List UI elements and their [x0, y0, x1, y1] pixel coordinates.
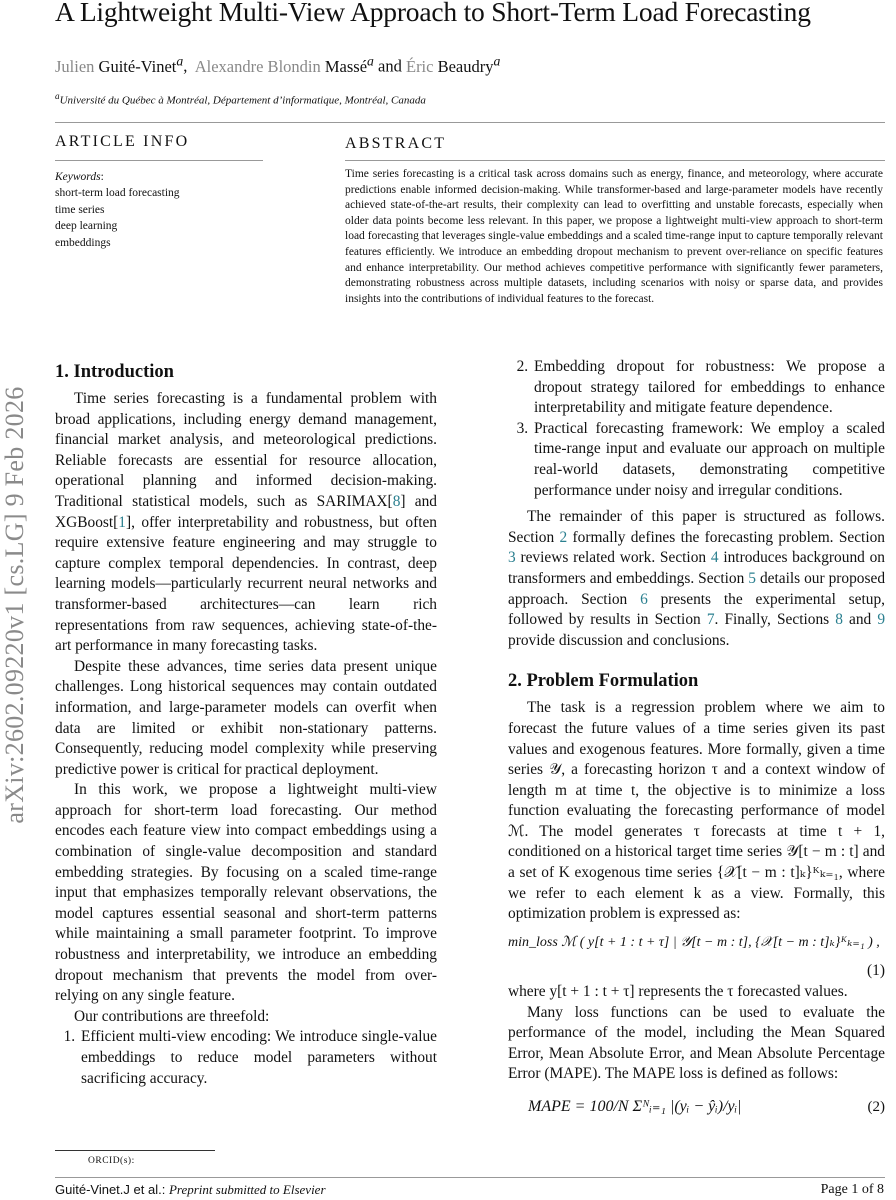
outline-paragraph: The remainder of this paper is structured as follows. Section 2 formally defines the forecasting problem. Section 3 reviews related work. Section 4 introduces background on transformers and embeddings. Section 5 details our proposed approach. Section 6 presents the experimental setup, followed by results in Section 7. Finally, Sections 8 and 9 provide discussion and conclusions. [508, 508, 886, 649]
cross-reference-link[interactable]: 2 [559, 528, 568, 546]
paragraph: In this work, we propose a lightweight multi-view approach for short-term load forecasting. Our method encodes each feature view into compact embeddings using a combination of single-value decomposition and standard embedding strategies. By focusing on a scaled time-range input that emphasizes temporally relevant observations, the model captures essential seasonal and short-term patterns while maintaining a small parameter footprint. To improve robustness and interpretability, we introduce an embedding dropout mechanism that prevents the model from over-relying on any single feature. [55, 781, 437, 1005]
paragraph: Time series forecasting is a fundamental problem with broad applications, including energy demand management, financial market analysis, and meteorological predictions. Reliable forecasts are essential for resource allocation, operational planning and informed decision-making. Traditional statistical models, such as SARIMAX[8] and XGBoost[1], offer interpretability and robustness, but often require extensive feature engineering and may struggle to capture complex temporal dependencies. In contrast, deep learning models—particularly recurrent neural networks and transformer-based architectures—can learn rich representations from raw sequences, achieving state-of-the-art performance in many forecasting tasks. [55, 390, 437, 655]
author-and: and [378, 56, 402, 76]
article-info-divider [55, 160, 263, 161]
keyword: deep learning [55, 220, 118, 233]
contribution-item: 2. Embedding dropout for robustness: We propose a dropout strategy tailored for embeddings to enhance interpretability and mitigate feature dependence. [532, 357, 885, 419]
cross-reference-link[interactable]: 9 [877, 611, 886, 629]
cross-reference-link[interactable]: 7 [706, 611, 715, 629]
equation-number: (1) [867, 962, 885, 980]
contributions-list-continued [508, 357, 885, 501]
cross-reference-link[interactable]: 6 [640, 590, 648, 608]
section-heading-introduction: 1. Introduction [55, 362, 174, 382]
intro-paragraphs [55, 389, 437, 1027]
paragraph: The task is a regression problem where we aim to forecast the future values of a time series given its past values and exogenous features. More formally, given a time series 𝒴, a forecasting horizon τ and a context window of length m at time t, the objective is to minimize a loss function evaluating the forecasting performance of model ℳ. The model generates τ forecasts at time t + 1, conditioned on a historical target time series 𝒴[t − m : t] and a set of K exogenous time series {𝒳[t − m : t]ₖ}ᴷₖ₌₁, where we refer to each element k as a view. Formally, this optimization problem is expressed as: [508, 699, 885, 923]
footnote-divider [55, 1150, 215, 1151]
author-list: Julien Guité-Vinet$^a$, Alexandre Blondin Massé$^a$ and Éric Beaudry$^a$ [55, 53, 501, 76]
contribution-item: 1. Efficient multi-view encoding: We introduce single-value embeddings to reduce model parameters without sacrificing accuracy. [79, 1027, 437, 1089]
author: Alexandre Blondin Massé$^a$ [194, 53, 374, 76]
paragraph: Despite these advances, time series data present unique challenges. Long historical sequences may contain outdated information, and large-parameter models can overfit when data are limited or exhibit non-stationary patterns. Consequently, reducing model complexity while preserving predictive power is critical for practical deployment. [55, 657, 437, 778]
contributions-list [55, 1027, 437, 1089]
running-footer: Guité-Vinet.J et al.: Preprint submitted to Elsevier [55, 1182, 326, 1197]
abstract-text: Time series forecasting is a critical task across domains such as energy, finance, and meteorology, where accurate predictions enable informed decision-making. While transformer-based and large-parameter models have recently achieved state-of-the-art results, their complexity can lead to overfitting and unstable forecasts, especially when older data points become less relevant. In this paper, we propose a lightweight multi-view approach to short-term load forecasting that leverages single-value embeddings and a scaled time-range input to capture temporally relevant features efficiently. We introduce an embedding dropout mechanism to prevent over-reliance on specific features and enhance interpretability. Our method achieves competitive performance with significantly fewer parameters, demonstrating robustness across multiple datasets, including scenarios with noisy or sparse data, and provides insights into the contributions of individual features to the forecast. [345, 168, 883, 305]
keyword: time series [55, 203, 105, 216]
paragraph: where y[t + 1 : t + τ] represents the τ forecasted values. [508, 983, 848, 1001]
equation-1: min_loss ℳ ( y[t + 1 : t + τ] | 𝒴[t − m : t], {𝒳[t − m : t]ₖ}ᴷₖ₌₁ ) , [508, 934, 880, 950]
orcid-footnote: ORCID(s): [88, 1156, 135, 1166]
abstract-divider [345, 160, 885, 161]
header-divider [55, 122, 885, 123]
article-info-heading: ARTICLE INFO [55, 133, 190, 150]
footnote-area [55, 1142, 437, 1168]
cross-reference-link[interactable]: 3 [508, 549, 516, 567]
author: Éric Beaudry$^a$ [405, 53, 501, 76]
paragraph: Many loss functions can be used to evaluate the performance of the model, including the Mean Squared Error, Mean Absolute Error, and Mean Absolute Percentage Error (MAPE). The MAPE loss is defined as follows: [508, 1003, 885, 1083]
left-column [55, 360, 437, 1168]
keyword: embeddings [55, 236, 111, 249]
paragraph: Our contributions are threefold: [74, 1007, 270, 1025]
cross-reference-link[interactable]: 8 [835, 611, 843, 629]
paper-title: A Lightweight Multi-View Approach to Short-Term Load Forecasting [55, 0, 811, 27]
footer-divider [55, 1177, 885, 1178]
right-column [508, 357, 885, 1169]
affiliation: $^a$Université du Québec à Montréal, Département d’informatique, Montréal, Canada [55, 91, 426, 107]
keywords: Keywords: short-term load forecasting time series deep learning embeddings [55, 169, 180, 251]
keyword: short-term load forecasting [55, 187, 180, 200]
section-heading-problem-formulation: 2. Problem Formulation [508, 671, 699, 692]
contribution-item: 3. Practical forecasting framework: We employ a scaled time-range input and evaluate our approach on multiple real-world datasets, demonstrating competitive performance under noisy and irregular conditions. [532, 419, 885, 501]
abstract-heading: ABSTRACT [345, 135, 447, 152]
equation-2: MAPE = 100/N Σᴺᵢ₌₁ |(yᵢ − ŷᵢ)/yᵢ| (2) [508, 1097, 885, 1118]
author: Julien Guité-Vinet$^a$ [55, 53, 184, 76]
page-number: Page 1 of 8 [820, 1182, 884, 1197]
cross-reference-link[interactable]: 8 [392, 492, 401, 510]
equation-number: (2) [867, 1099, 885, 1115]
cross-reference-link[interactable]: 4 [710, 549, 719, 567]
cross-reference-link[interactable]: 1 [118, 513, 126, 531]
cross-reference-link[interactable]: 5 [748, 569, 756, 587]
arxiv-stamp[interactable]: arXiv:2602.09220v1 [cs.LG] 9 Feb 2026 [0, 386, 29, 824]
